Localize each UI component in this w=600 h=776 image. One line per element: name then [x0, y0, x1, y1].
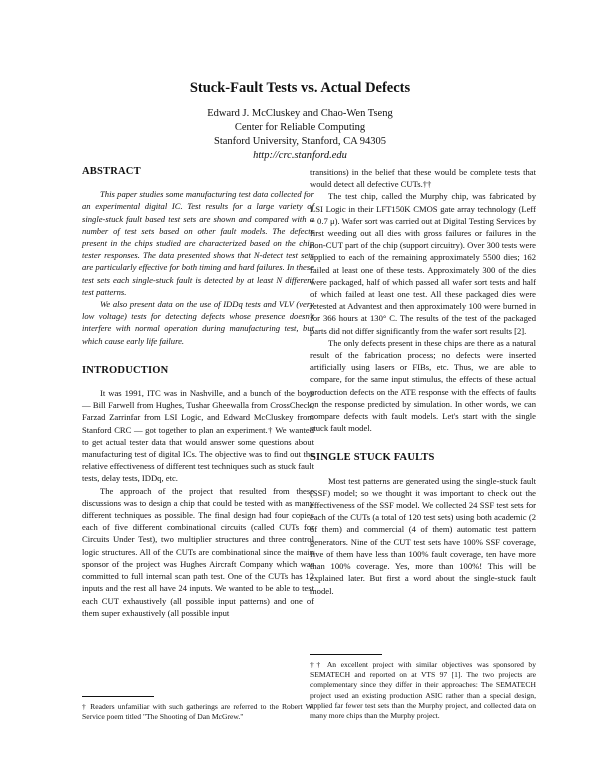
right-paragraph-3: The only defects present in these chips are there as a natural result of the fabrication process; no defects were inserted artificially using lasers or FIBs, etc. Thus, we are able to compare, for the same input stimulus, the effects of these actual production defects on the ATE response with the effects of faults on the response predicted by simulation. In other words, we can compare defects with fault models. Let's start with the single stuck fault model. — [310, 337, 536, 434]
paper-title: Stuck-Fault Tests vs. Actual Defects — [189, 80, 411, 96]
intro-paragraph-1: It was 1991, ITC was in Nashville, and a bunch of the boys — Bill Farwell from Hughes, Tushar Gheewalla from CrossCheck, Farzad Zarrinfar from LSI Logic, and Edward McCluskey from Stanford CRC — got together to plan an experiment.† We wanted to get actual tester data that would answer some questions about manufacturing test of digital ICs. The objective was to find out the relative effectiveness of different test techniques such as stuck fault tests, delay tests, IDDq, etc. — [82, 388, 314, 484]
right-column — [310, 166, 536, 597]
url-link[interactable]: http://crc.stanford.edu — [253, 150, 347, 161]
footnote-dagger: † Readers unfamiliar with such gatherings are referred to the Robert W. Service poem titled "The Shooting of Dan McGrew." — [82, 702, 314, 722]
ssf-heading: SINGLE STUCK FAULTS — [310, 452, 435, 464]
abstract-paragraph-1: This paper studies some manufacturing test data collected for an experimental digital IC. Test results for a large variety of single-stuck fault based test sets are shown and compared with a number of test sets based on other fault models. The defects present in the chips studied are characterized based on the chip tester responses. The data presented shows that N-detect test sets are particularly effective for both timing and hard failures. In these test sets each single-stuck fault is detected by at least N different test patterns. — [82, 189, 314, 297]
right-footnote-block — [310, 648, 536, 721]
footnote-divider-right — [310, 654, 382, 655]
footnote-double-dagger: †† An excellent project with similar objectives was sponsored by SEMATECH and reported on at VTS 97 [1]. The two projects are complementary since they differ in their approaches: The SEMATECH project used an existing production ASIC rather than a special design, applied far fewer test sets than the Murphy project, and collected data on many more chips than the Murphy project. — [310, 660, 536, 721]
left-column — [82, 166, 314, 619]
abstract-heading: ABSTRACT — [82, 166, 141, 177]
right-paragraph-2: The test chip, called the Murphy chip, was fabricated by LSI Logic in their LFT150K CMOS gate array technology (Leff = 0.7 μ). Wafer sort was carried out at Digital Testing Services by first weeding out all dies with gross failures or failures in the non-CUT part of the chip (support circuitry). Over 300 tests were applied to each of the remaining approximately 5500 dies; 162 failed at least one of these tests. Approximately 300 of the dies were packaged, half of which passed all wafer sort tests and half of which failed at least one test. All these packaged dies were retested at Advantest and then approximately 100 were burned in for 366 hours at 130° C. The results of the test of the packaged parts did not differ significantly from the wafer sort results [2]. — [310, 191, 536, 336]
intro-paragraph-2: The approach of the project that resulted from these discussions was to design a chip that could be tested with as many different techniques as possible. The final design had four copies each of five different combinational circuits (called CUTs for Circuits Under Test), two multiplier structures and three control logic structures. All of the CUTs are combinational since the main sponsor of the project was Hughes Aircraft Company which was committed to full internal scan path test. One of the CUTs has 12 inputs and the rest all have 24 inputs. We wanted to be able to test each CUT exhaustively (all possible input patterns) and one of them super exhaustively (all possible input — [82, 485, 314, 618]
introduction-heading: INTRODUCTION — [82, 364, 169, 376]
ssf-paragraph: Most test patterns are generated using the single-stuck fault (SSF) model; so we thought it was important to check out the effectiveness of the SSF model. We collected 24 SSF test sets for each of the CUTs (a total of 120 test sets) using both academic (2 of them) and commercial (4 of them) automatic test pattern generators. Nine of the CUT test sets have 100% SSF coverage, five of them have less than 100% fault coverage, ten have more than 100% coverage. Yes, more than 100%! This will be explained later. But first a word about the single-stuck fault model. — [310, 475, 536, 596]
footnote-divider — [82, 696, 154, 697]
right-paragraph-1: transitions) in the belief that these would be complete tests that would detect all defective CUTs.†† — [310, 167, 536, 190]
abstract-paragraph-2: We also present data on the use of IDDq tests and VLV (very low voltage) tests for detecting defects whose presence doesn't interfere with normal operation during manufacturing test, but which cause early life failure. — [82, 299, 314, 346]
left-footnote-block — [82, 690, 314, 722]
paper-header — [0, 80, 600, 163]
affiliation: Stanford University, Stanford, CA 94305 — [214, 136, 386, 147]
authors: Edward J. McCluskey and Chao-Wen Tseng — [207, 108, 393, 119]
center-name: Center for Reliable Computing — [234, 122, 366, 133]
